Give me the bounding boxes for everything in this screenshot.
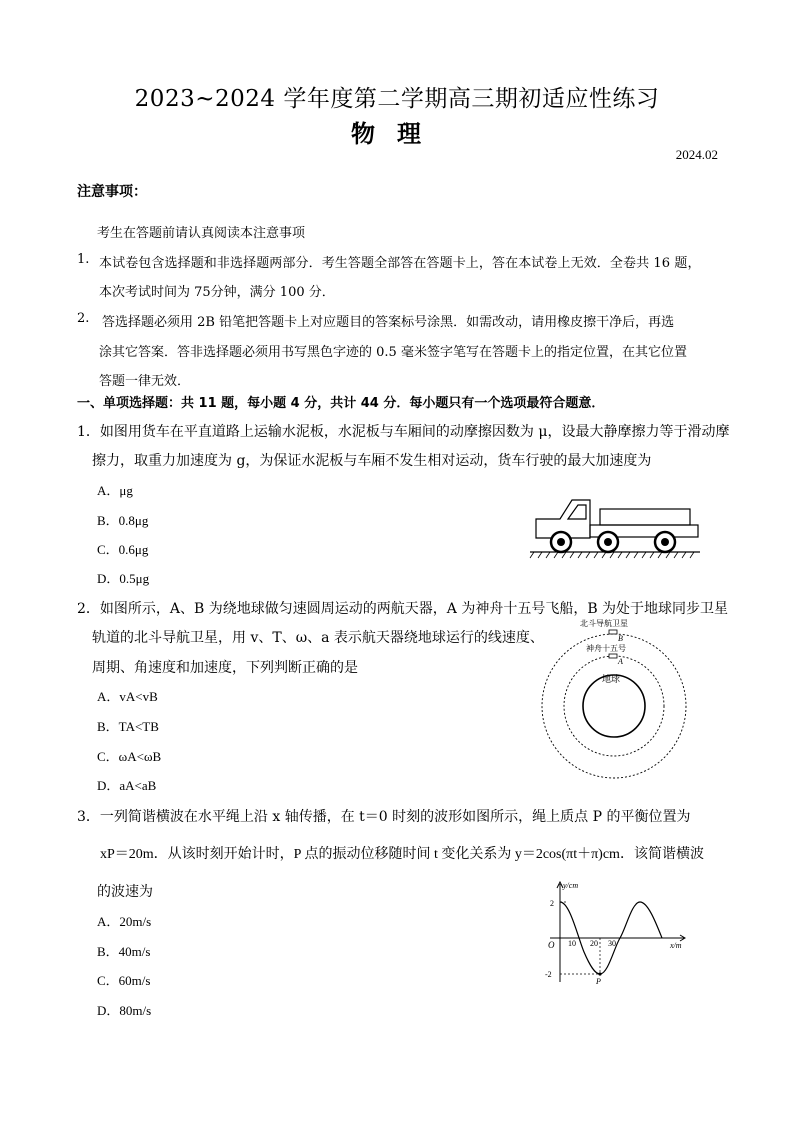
- notice-item2-line3: 答题一律无效．: [99, 374, 191, 389]
- label-a: A: [618, 657, 623, 666]
- notice-item1-line2: 本次考试时间为 75分钟，满分 100 分．: [99, 285, 335, 300]
- orbit-figure: [540, 612, 700, 790]
- q2-option-a[interactable]: A．vA<vB: [97, 689, 158, 704]
- origin-label: O: [548, 940, 555, 950]
- q2-line1: 2．如图所示，A、B 为绕地球做匀速圆周运动的两航天器，A 为神舟十五号飞船，B 为处于地球同步卫星: [77, 601, 729, 617]
- notice-intro: 考生在答题前请认真阅读本注意事项: [97, 226, 306, 241]
- q1-option-d[interactable]: D．0.5μg: [97, 571, 150, 586]
- tick-20: 20: [590, 939, 598, 948]
- satellite-a-icon: [609, 654, 617, 658]
- q2-line3: 周期、角速度和加速度，下列判断正确的是: [92, 660, 358, 676]
- truck-wheels: [551, 532, 675, 552]
- tick-y-neg: -2: [545, 970, 552, 979]
- point-p-marker: [598, 972, 601, 975]
- notice-item2-line1: 答选择题必须用 2B 铅笔把答题卡上对应题目的答案标号涂黑．如需改动，请用橡皮擦干净后，再选: [102, 315, 675, 330]
- notice-item2-line2: 涂其它答案．答非选择题必须用书写黑色字迹的 0.5 毫米签字笔写在答题卡上的指定位置，在其它位置: [99, 345, 687, 360]
- cab-window: [568, 505, 586, 519]
- label-earth: 地球: [602, 674, 621, 684]
- tick-y-pos: 2: [550, 899, 554, 908]
- q3-option-d[interactable]: D．80m/s: [97, 1003, 152, 1018]
- tick-30: 30: [608, 939, 616, 948]
- ground-hatching: [530, 552, 694, 558]
- x-axis-label: x/m: [670, 941, 682, 950]
- notice-item1-number: 1.: [77, 252, 90, 267]
- satellite-b-icon: [609, 630, 617, 634]
- q2-option-d[interactable]: D．aA<aB: [97, 778, 157, 793]
- q1-line2: 擦力，取重力加速度为 g，为保证水泥板与车厢不发生相对运动，货车行驶的最大加速度为: [92, 453, 652, 469]
- subject-title: 物理: [351, 119, 443, 148]
- q1-option-c[interactable]: C．0.6μg: [97, 542, 149, 557]
- point-p-label: P: [596, 977, 601, 986]
- q3-line3: 的波速为: [97, 884, 153, 900]
- exam-date: 2024.02: [675, 147, 718, 162]
- notice-heading: 注意事项：: [77, 184, 147, 200]
- exam-title: 2023~2024 学年度第二学期高三期初适应性练习: [134, 86, 660, 112]
- q1-option-b[interactable]: B．0.8μg: [97, 513, 149, 528]
- q2-line2: 轨道的北斗导航卫星，用 v、T、ω、a 表示航天器绕地球运行的线速度、: [92, 630, 544, 646]
- earth-circle: [583, 675, 645, 737]
- section1-heading: 一、单项选择题：共 11 题，每小题 4 分，共计 44 分．每小题只有一个选项最符合题意．: [77, 396, 605, 411]
- shenzhou-orbit: [564, 656, 664, 756]
- q1-line1: 1．如图用货车在平直道路上运输水泥板，水泥板与车厢间的动摩擦因数为 μ，设最大静摩擦力等于滑动摩: [77, 424, 730, 440]
- y-axis-label: y/cm: [563, 881, 579, 890]
- cement-slab: [600, 509, 690, 525]
- q3-line2: xP＝20m．从该时刻开始计时，P 点的振动位移随时间 t 变化关系为 y＝2cos(πt＋π)cm．该简谐横波: [100, 847, 704, 862]
- notice-item2-number: 2.: [77, 311, 90, 326]
- notice-item1-line1: 本试卷包含选择题和非选择题两部分．考生答题全部答在答题卡上，答在本试卷上无效．全卷共 16 题，: [99, 256, 701, 271]
- q2-option-b[interactable]: B．TA<TB: [97, 719, 159, 734]
- q1-option-a[interactable]: A．μg: [97, 483, 133, 498]
- tick-10: 10: [568, 939, 576, 948]
- q3-option-b[interactable]: B．40m/s: [97, 944, 151, 959]
- truck-figure: [528, 492, 703, 562]
- q3-line1: 3．一列简谐横波在水平绳上沿 x 轴传播，在 t＝0 时刻的波形如图所示，绳上质点 P 的平衡位置为: [77, 809, 691, 825]
- q3-option-a[interactable]: A．20m/s: [97, 914, 152, 929]
- label-beidou: 北斗导航卫星: [580, 619, 628, 628]
- q3-option-c[interactable]: C．60m/s: [97, 973, 151, 988]
- label-b: B: [618, 634, 623, 643]
- wave-figure: [532, 878, 692, 986]
- q2-option-c[interactable]: C．ωA<ωB: [97, 749, 162, 764]
- label-shenzhou: 神舟十五号: [586, 644, 626, 653]
